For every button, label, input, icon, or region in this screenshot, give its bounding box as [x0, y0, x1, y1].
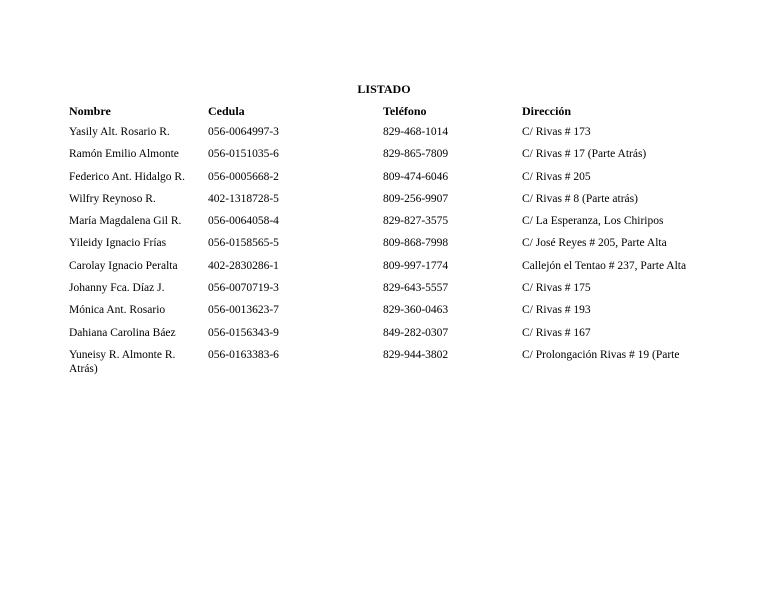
- cell-cedula: 056-0064997-3: [208, 126, 279, 138]
- cell-nombre: Johanny Fca. Díaz J.: [69, 282, 165, 295]
- cell-telefono: 849-282-0307: [383, 326, 449, 339]
- table-row: [0, 260, 768, 282]
- table-row: [0, 148, 768, 170]
- cell-cedula: 402-2830286-1: [208, 259, 279, 272]
- table-row: [0, 348, 768, 375]
- cell-cedula: 056-0005668-2: [208, 170, 279, 183]
- cell-direccion: C/ Rivas # 167: [522, 326, 591, 339]
- cell-nombre: María Magdalena Gil R.: [69, 215, 182, 228]
- table-header: [0, 104, 768, 120]
- table-row: [0, 282, 768, 304]
- cell-cedula: 056-0158565-5: [208, 237, 279, 250]
- header-direccion: Dirección: [522, 104, 572, 118]
- table-row: [0, 237, 768, 259]
- table-row: [0, 193, 768, 215]
- cell-telefono: 829-827-3575: [383, 215, 449, 228]
- cell-telefono: 829-643-5557: [383, 282, 449, 295]
- cell-nombre: Yasily Alt. Rosario R.: [69, 126, 170, 138]
- cell-nombre: Federico Ant. Hidalgo R.: [69, 170, 185, 183]
- cell-direccion: C/ José Reyes # 205, Parte Alta: [522, 237, 667, 250]
- cell-direccion: C/ Rivas # 17 (Parte Atrás): [522, 148, 647, 161]
- cell-telefono: 809-474-6046: [383, 170, 449, 183]
- cell-direccion: Callejón el Tentao # 237, Parte Alta: [522, 259, 687, 272]
- cell-nombre: Yuneisy R. Almonte R.: [69, 348, 176, 361]
- cell-cedula: 056-0151035-6: [208, 148, 279, 161]
- cell-direccion: C/ Rivas # 205: [522, 170, 591, 183]
- cell-telefono: 809-256-9907: [383, 192, 449, 205]
- cell-telefono: 829-468-1014: [383, 126, 449, 138]
- cell-direccion: C/ La Esperanza, Los Chiripos: [522, 215, 664, 228]
- cell-nombre: Ramón Emilio Almonte: [69, 148, 179, 161]
- table-body: [0, 126, 768, 375]
- cell-direccion: C/ Rivas # 173: [522, 126, 591, 138]
- cell-direccion: C/ Prolongación Rivas # 19 (Parte: [522, 348, 680, 361]
- cell-direccion-continuation: Atrás): [69, 362, 98, 375]
- cell-direccion: C/ Rivas # 193: [522, 304, 591, 317]
- cell-telefono: 829-360-0463: [383, 304, 449, 317]
- cell-telefono: 809-997-1774: [383, 259, 449, 272]
- document-title: LISTADO: [357, 82, 411, 96]
- table-row: [0, 171, 768, 193]
- cell-cedula: 056-0013623-7: [208, 304, 279, 317]
- header-telefono: Teléfono: [383, 104, 427, 118]
- table-row: [0, 304, 768, 326]
- cell-nombre: Yileidy Ignacio Frías: [69, 237, 167, 250]
- cell-direccion: C/ Rivas # 175: [522, 282, 591, 295]
- header-nombre: Nombre: [69, 104, 111, 118]
- cell-telefono: 809-868-7998: [383, 237, 449, 250]
- cell-nombre: Wilfry Reynoso R.: [69, 192, 156, 205]
- cell-cedula: 056-0163383-6: [208, 348, 279, 361]
- table-row: [0, 327, 768, 349]
- cell-cedula: 402-1318728-5: [208, 192, 279, 205]
- cell-nombre: Dahiana Carolina Báez: [69, 326, 176, 339]
- cell-direccion: C/ Rivas # 8 (Parte atrás): [522, 192, 638, 205]
- cell-telefono: 829-944-3802: [383, 348, 449, 361]
- table-row: [0, 215, 768, 237]
- cell-cedula: 056-0070719-3: [208, 282, 279, 295]
- cell-nombre: Carolay Ignacio Peralta: [69, 259, 178, 272]
- cell-cedula: 056-0064058-4: [208, 215, 279, 228]
- cell-nombre: Mónica Ant. Rosario: [69, 304, 166, 317]
- header-cedula: Cedula: [208, 104, 245, 118]
- cell-cedula: 056-0156343-9: [208, 326, 279, 339]
- cell-telefono: 829-865-7809: [383, 148, 449, 161]
- table-row: [0, 126, 768, 148]
